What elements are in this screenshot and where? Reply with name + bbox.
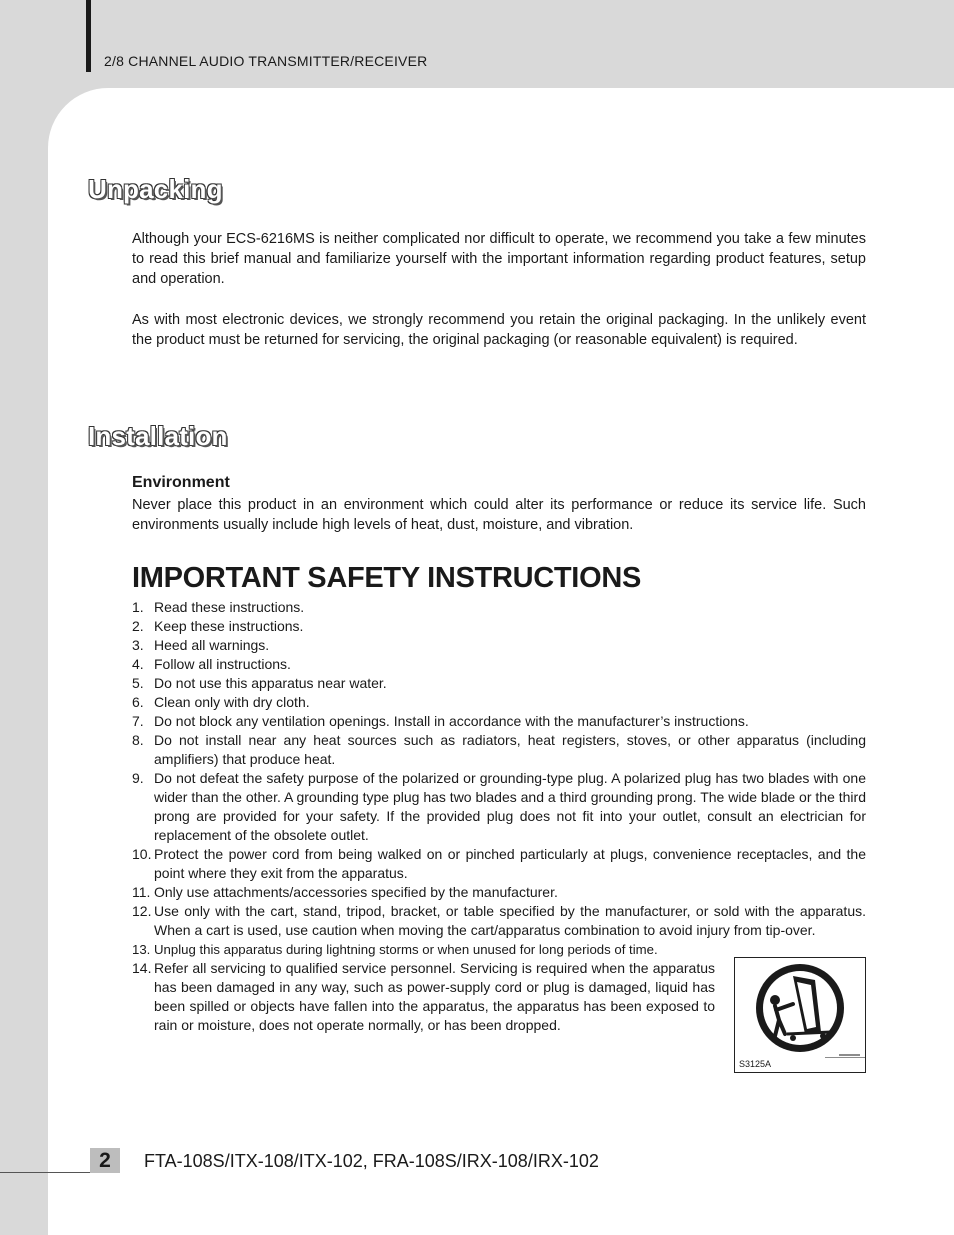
header-title: 2/8 CHANNEL AUDIO TRANSMITTER/RECEIVER — [104, 53, 428, 69]
list-item: 13. Unplug this apparatus during lightning storms or when unused for long periods of time. — [132, 942, 658, 957]
list-item: 6. Clean only with dry cloth. — [132, 694, 310, 710]
page-number: 2 — [90, 1148, 120, 1173]
safety-title: IMPORTANT SAFETY INSTRUCTIONS — [132, 562, 642, 594]
environment-heading: Environment — [132, 474, 230, 491]
cart-warning-code: S3125A — [739, 1059, 772, 1069]
no-cart-tip-over-icon — [735, 958, 865, 1058]
list-item: 2. Keep these instructions. — [132, 618, 304, 634]
list-item: 9. Do not defeat the safety purpose of the polarized or grounding-type plug. A polarized plug has two blades with one wider than the other. A grounding type plug has two blades and a third grounding prong. The wide blade or the third prong are provided for your safety. If the provided plug does not fit into your outlet, consult an electrician for replacement of the obsolete outlet. — [132, 770, 866, 843]
list-item: 8. Do not install near any heat sources such as radiators, heat registers, stoves, or other apparatus (including amplifiers) that produce heat. — [132, 732, 866, 767]
list-item: 7. Do not block any ventilation openings. Install in accordance with the manufacturer’s instructions. — [132, 713, 749, 729]
list-item: 1. Read these instructions. — [132, 599, 305, 615]
list-item: 3. Heed all warnings. — [132, 637, 270, 653]
list-item: 14. Refer all servicing to qualified service personnel. Servicing is required when the apparatus has been damaged in any way, such as power-supply cord or plug is damaged, liquid has been spilled or objects have fallen into the apparatus, the apparatus has been exposed to rain or moisture, does not operate normally, or has been dropped. — [132, 960, 715, 1033]
unpacking-title: Unpacking — [88, 174, 223, 204]
installation-title: Installation — [88, 421, 228, 451]
unpacking-paragraph-1: Although your ECS-6216MS is neither complicated nor difficult to operate, we recommend you take a few minutes to read this brief manual and familiarize yourself with the important information regarding product features, setup and operation. — [132, 231, 866, 287]
unpacking-paragraph-2: As with most electronic devices, we strongly recommend you retain the original packaging. In the unlikely event the product must be returned for servicing, the original packaging (or reasonable equivalent) is required. — [132, 312, 866, 348]
list-item: 12. Use only with the cart, stand, tripod, bracket, or table specified by the manufacturer, or sold with the apparatus. When a cart is used, use caution when moving the cart/apparatus combination to avoid injury from tip-over. — [132, 903, 866, 938]
list-item: 5. Do not use this apparatus near water. — [132, 675, 387, 691]
environment-paragraph: Never place this product in an environment which could alter its performance or reduce its service life. Such environments usually include high levels of heat, dust, moisture, and vibration. — [132, 497, 866, 533]
list-item: 10. Protect the power cord from being walked on or pinched particularly at plugs, convenience receptacles, and the point where they exit from the apparatus. — [132, 846, 866, 881]
cart-warning-box — [734, 957, 866, 1073]
header-bar — [86, 0, 91, 72]
list-item: 4. Follow all instructions. — [132, 656, 291, 672]
list-item: 11. Only use attachments/accessories specified by the manufacturer. — [132, 884, 558, 900]
footer-model-list: FTA-108S/ITX-108/ITX-102, FRA-108S/IRX-108/IRX-102 — [144, 1151, 599, 1171]
